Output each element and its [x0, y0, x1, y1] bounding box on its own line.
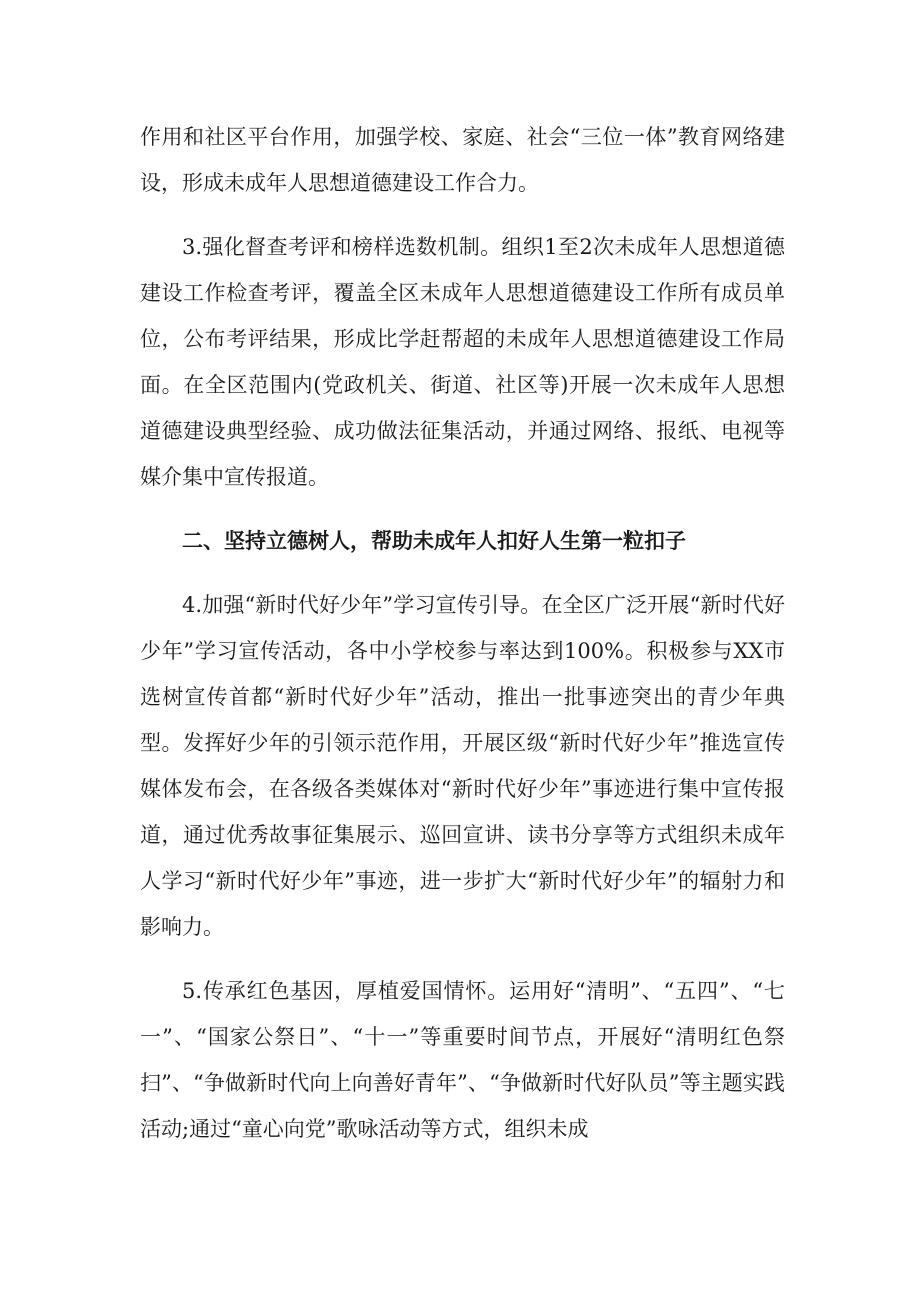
paragraph-item-4: 4.加强“新时代好少年”学习宣传引导。在全区广泛开展“新时代好少年”学习宣传活动，各中小学校参与率达到100%。积极参与XX市选树宣传首都“新时代好少年”活动，推出一批事迹突出的青少年典型。发挥好少年的引领示范作用，开展区级“新时代好少年”推选宣传媒体发布会，在各级各类媒体对“新时代好少年”事迹进行集中宣传报道，通过优秀故事征集展示、巡回宣讲、读书分享等方式组织未成年人学习“新时代好少年”事迹，进一步扩大“新时代好少年”的辐射力和影响力。 [140, 593, 785, 939]
section-heading-2: 二、坚持立德树人，帮助未成年人扣好人生第一粒扣子 [182, 529, 686, 553]
paragraph-item-3: 3.强化督查考评和榜样选数机制。组织1至2次未成年人思想道德建设工作检查考评，覆盖全区未成年人思想道德建设工作所有成员单位，公布考评结果，形成比学赶帮超的未成年人思想道德建设工作局面。在全区范围内(党政机关、街道、社区等)开展一次未成年人思想道德建设典型经验、成功做法征集活动，并通过网络、报纸、电视等媒介集中宣传报道。 [140, 235, 785, 489]
paragraph-item-5: 5.传承红色基因，厚植爱国情怀。运用好“清明”、“五四”、“七一”、“国家公祭日”、“十一”等重要时间节点，开展好“清明红色祭扫”、“争做新时代向上向善好青年”、“争做新时代好队员”等主题实践活动;通过“童心向党”歌咏活动等方式，组织未成 [140, 979, 785, 1141]
document-body [140, 114, 785, 1170]
paragraph-continued: 作用和社区平台作用，加强学校、家庭、社会“三位一体”教育网络建设，形成未成年人思想道德建设工作合力。 [140, 125, 785, 195]
